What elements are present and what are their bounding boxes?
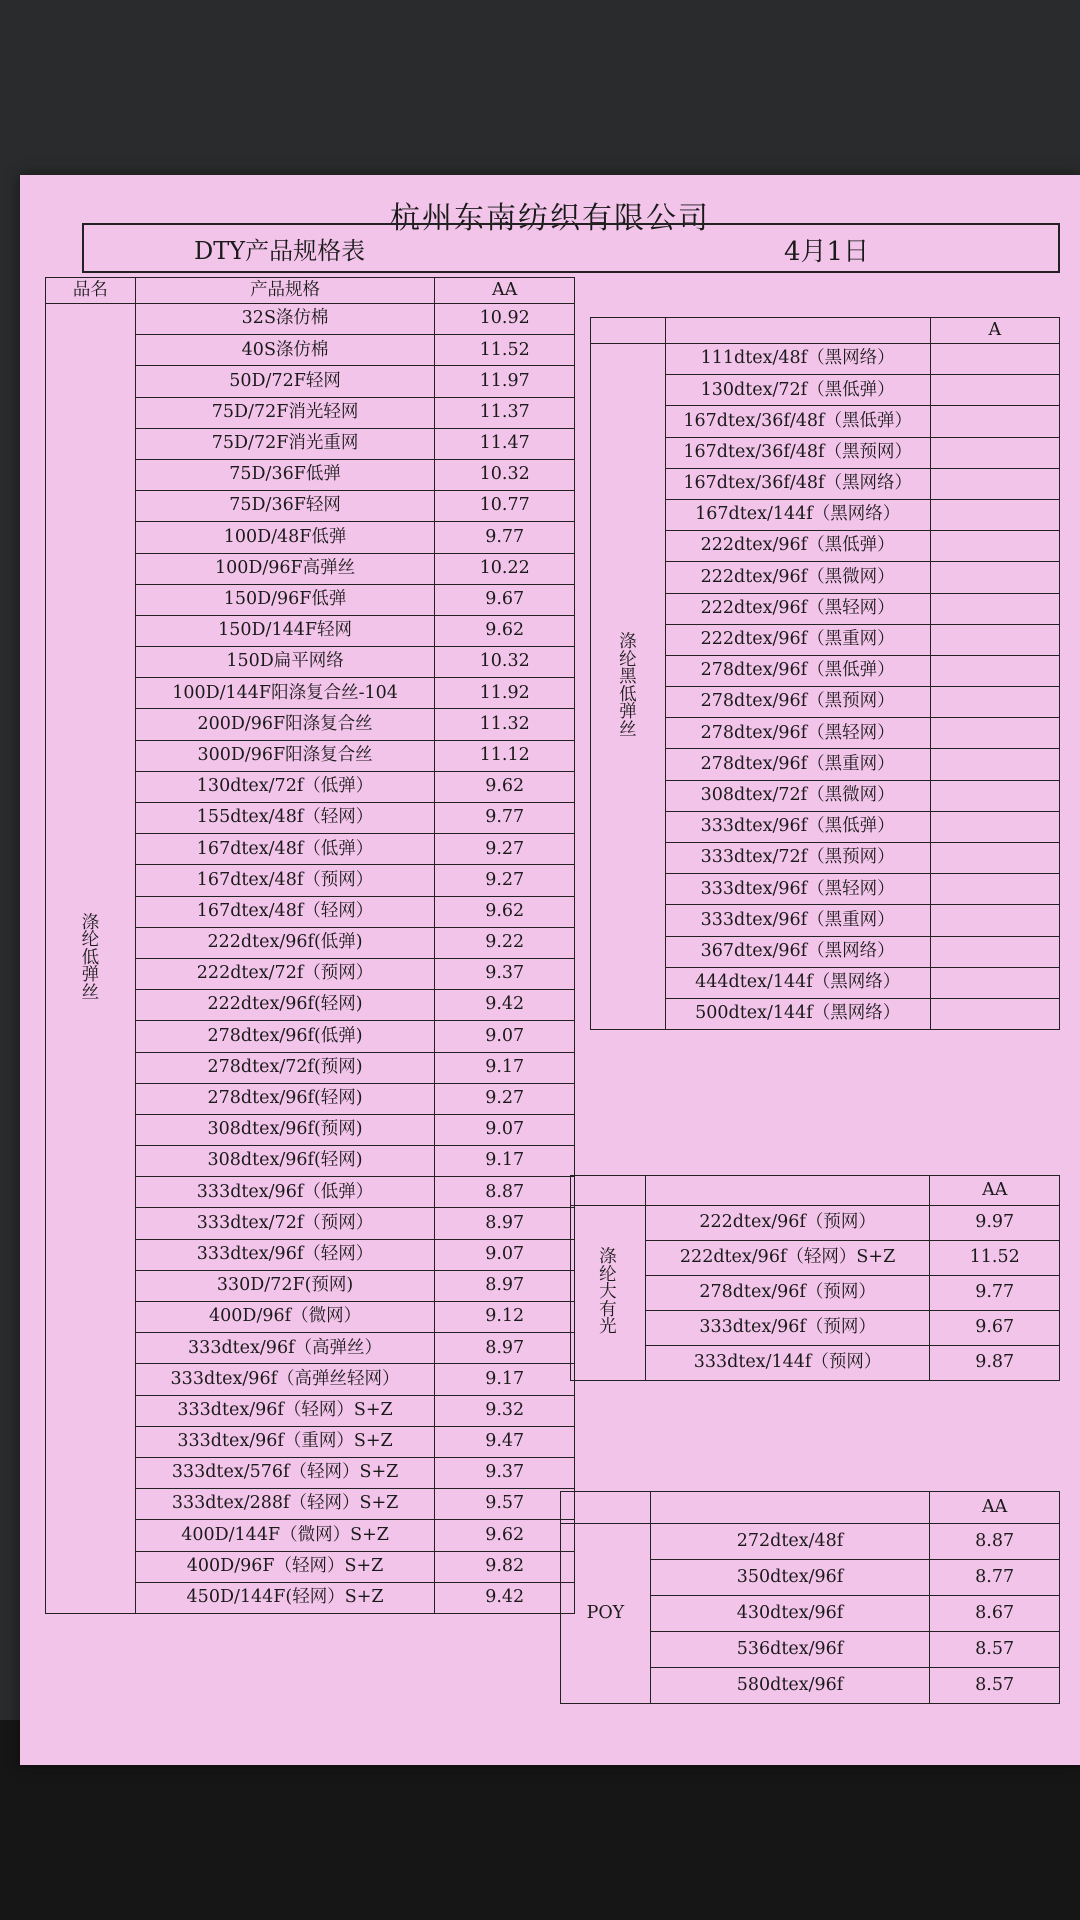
- spec-cell: 400D/144F（微网）S+Z: [135, 1520, 435, 1551]
- price-cell: 8.87: [930, 1524, 1060, 1560]
- price-cell: 10.22: [435, 553, 575, 584]
- price-cell: 10.92: [435, 304, 575, 335]
- price-cell: 9.27: [435, 1083, 575, 1114]
- col-header-name: 品名: [46, 278, 136, 304]
- spec-cell: 222dtex/96f（黑低弹）: [665, 531, 930, 562]
- spec-cell: 308dtex/96f(轻网): [135, 1146, 435, 1177]
- price-cell-empty: [930, 499, 1059, 530]
- price-cell: 11.32: [435, 709, 575, 740]
- price-cell: 8.57: [930, 1668, 1060, 1704]
- price-cell: 9.07: [435, 1021, 575, 1052]
- price-cell: 8.97: [435, 1270, 575, 1301]
- spec-cell: 100D/48F低弹: [135, 522, 435, 553]
- price-cell-empty: [930, 843, 1059, 874]
- price-cell: 9.77: [435, 803, 575, 834]
- price-cell: 9.37: [435, 1457, 575, 1488]
- black-yarn-table: [590, 317, 1060, 1030]
- sheet-date: 4月1日: [784, 237, 870, 267]
- price-cell-empty: [930, 375, 1059, 406]
- spec-cell: 450D/144F(轻网）S+Z: [135, 1582, 435, 1613]
- price-cell-empty: [930, 811, 1059, 842]
- price-cell-empty: [930, 874, 1059, 905]
- price-cell: 8.87: [435, 1177, 575, 1208]
- price-cell-empty: [930, 655, 1059, 686]
- table-row: [571, 1206, 1060, 1241]
- black-table-corner: [591, 318, 666, 344]
- spec-cell: 167dtex/36f/48f（黑低弹）: [665, 406, 930, 437]
- price-cell: 9.07: [435, 1114, 575, 1145]
- price-cell: 11.52: [930, 1241, 1060, 1276]
- price-cell: 11.47: [435, 428, 575, 459]
- spec-cell: 50D/72F轻网: [135, 366, 435, 397]
- spec-cell: 150D/144F轻网: [135, 615, 435, 646]
- spec-cell: 167dtex/48f（预网）: [135, 865, 435, 896]
- sheet-header: [82, 223, 1060, 273]
- spec-cell: 222dtex/96f（黑重网）: [665, 624, 930, 655]
- spec-cell: 278dtex/96f（黑预网）: [665, 687, 930, 718]
- price-cell: 9.87: [930, 1346, 1060, 1381]
- low-stretch-table: [45, 277, 575, 1614]
- spec-cell: 40S涤仿棉: [135, 335, 435, 366]
- price-cell-empty: [930, 998, 1059, 1029]
- spec-cell: 444dtex/144f（黑网络）: [665, 967, 930, 998]
- table-row: [591, 344, 1060, 375]
- price-cell: 9.62: [435, 771, 575, 802]
- price-cell: 9.57: [435, 1489, 575, 1520]
- spec-cell: 333dtex/96f（黑轻网）: [665, 874, 930, 905]
- price-cell: 11.12: [435, 740, 575, 771]
- price-cell: 9.62: [435, 896, 575, 927]
- bright-table-spec-header: [645, 1176, 930, 1206]
- spec-cell: 400D/96f（微网）: [135, 1302, 435, 1333]
- spec-cell: 222dtex/96f（轻网）S+Z: [645, 1241, 930, 1276]
- price-cell: 11.37: [435, 397, 575, 428]
- spec-cell: 400D/96F（轻网）S+Z: [135, 1551, 435, 1582]
- price-cell-empty: [930, 749, 1059, 780]
- spec-cell: 278dtex/96f(轻网): [135, 1083, 435, 1114]
- price-cell-empty: [930, 718, 1059, 749]
- spec-cell: 75D/36F低弹: [135, 459, 435, 490]
- spec-cell: 333dtex/144f（预网）: [645, 1346, 930, 1381]
- poy-table-corner: [561, 1492, 651, 1524]
- spec-cell: 100D/144F阳涤复合丝-104: [135, 678, 435, 709]
- price-cell-empty: [930, 468, 1059, 499]
- price-cell: 8.67: [930, 1596, 1060, 1632]
- price-cell: 9.22: [435, 927, 575, 958]
- spec-cell: 278dtex/96f（黑轻网）: [665, 718, 930, 749]
- category-label: [561, 1524, 651, 1704]
- black-table-grade: A: [930, 318, 1059, 344]
- price-cell: 9.32: [435, 1395, 575, 1426]
- price-cell: 9.67: [435, 584, 575, 615]
- poy-table: [560, 1491, 1060, 1704]
- spec-cell: 300D/96F阳涤复合丝: [135, 740, 435, 771]
- poy-table-grade: AA: [930, 1492, 1060, 1524]
- spec-cell: 130dtex/72f（黑低弹）: [665, 375, 930, 406]
- category-label: [591, 344, 666, 1030]
- category-text: 涤纶大有光: [599, 1247, 617, 1338]
- spec-cell: 580dtex/96f: [650, 1668, 929, 1704]
- spec-cell: 367dtex/96f（黑网络）: [665, 936, 930, 967]
- spec-cell: 333dtex/96f（黑低弹）: [665, 811, 930, 842]
- spec-cell: 308dtex/96f(预网): [135, 1114, 435, 1145]
- spec-cell: 278dtex/72f(预网): [135, 1052, 435, 1083]
- spec-cell: 278dtex/96f（预网）: [645, 1276, 930, 1311]
- spec-cell: 333dtex/96f（低弹）: [135, 1177, 435, 1208]
- spec-cell: 333dtex/96f（预网）: [645, 1311, 930, 1346]
- price-cell-empty: [930, 967, 1059, 998]
- spec-cell: 150D扁平网络: [135, 647, 435, 678]
- spec-cell: 278dtex/96f（黑重网）: [665, 749, 930, 780]
- category-text: 涤纶黑低弹丝: [619, 632, 637, 740]
- price-cell: 8.57: [930, 1632, 1060, 1668]
- spec-cell: 222dtex/72f（预网）: [135, 958, 435, 989]
- price-cell: 10.32: [435, 459, 575, 490]
- price-cell: 9.77: [930, 1276, 1060, 1311]
- category-label: [46, 304, 136, 1614]
- price-cell: 9.97: [930, 1206, 1060, 1241]
- spec-cell: 222dtex/96f(轻网): [135, 990, 435, 1021]
- spec-cell: 333dtex/96f（轻网）: [135, 1239, 435, 1270]
- price-cell: 11.52: [435, 335, 575, 366]
- spec-cell: 155dtex/48f（轻网）: [135, 803, 435, 834]
- col-header-spec: 产品规格: [135, 278, 435, 304]
- price-cell: 10.32: [435, 647, 575, 678]
- price-cell: 9.47: [435, 1426, 575, 1457]
- price-cell: 9.82: [435, 1551, 575, 1582]
- spec-cell: 32S涤仿棉: [135, 304, 435, 335]
- price-cell: 8.97: [435, 1333, 575, 1364]
- spec-cell: 167dtex/48f（轻网）: [135, 896, 435, 927]
- spec-cell: 333dtex/72f（预网）: [135, 1208, 435, 1239]
- full-bright-table: [570, 1175, 1060, 1381]
- price-cell-empty: [930, 936, 1059, 967]
- spec-cell: 333dtex/96f（轻网）S+Z: [135, 1395, 435, 1426]
- price-cell: 9.12: [435, 1302, 575, 1333]
- spec-cell: 75D/36F轻网: [135, 491, 435, 522]
- price-cell: 9.67: [930, 1311, 1060, 1346]
- spec-cell: 333dtex/288f（轻网）S+Z: [135, 1489, 435, 1520]
- spec-cell: 430dtex/96f: [650, 1596, 929, 1632]
- price-cell-empty: [930, 344, 1059, 375]
- spec-cell: 333dtex/72f（黑预网）: [665, 843, 930, 874]
- black-table-spec-header: [665, 318, 930, 344]
- spec-cell: 167dtex/36f/48f（黑网络）: [665, 468, 930, 499]
- spec-cell: 75D/72F消光重网: [135, 428, 435, 459]
- sheet-title: DTY产品规格表: [194, 237, 366, 265]
- bright-table-grade: AA: [930, 1176, 1060, 1206]
- spec-cell: 350dtex/96f: [650, 1560, 929, 1596]
- price-cell: 9.42: [435, 1582, 575, 1613]
- price-sheet: [20, 175, 1080, 1765]
- table-row: [46, 304, 575, 335]
- price-cell-empty: [930, 687, 1059, 718]
- spec-cell: 167dtex/36f/48f（黑预网）: [665, 437, 930, 468]
- spec-cell: 167dtex/48f（低弹）: [135, 834, 435, 865]
- col-header-grade: AA: [435, 278, 575, 304]
- price-cell: 9.77: [435, 522, 575, 553]
- price-cell-empty: [930, 593, 1059, 624]
- spec-cell: 278dtex/96f（黑低弹）: [665, 655, 930, 686]
- spec-cell: 333dtex/96f（黑重网）: [665, 905, 930, 936]
- spec-cell: 75D/72F消光轻网: [135, 397, 435, 428]
- price-cell: 9.17: [435, 1052, 575, 1083]
- spec-cell: 333dtex/96f（高弹丝轻网）: [135, 1364, 435, 1395]
- category-text: 涤纶低弹丝: [81, 912, 100, 1003]
- price-cell-empty: [930, 624, 1059, 655]
- spec-cell: 333dtex/96f（重网）S+Z: [135, 1426, 435, 1457]
- price-cell: 10.77: [435, 491, 575, 522]
- spec-cell: 222dtex/96f(低弹): [135, 927, 435, 958]
- price-cell-empty: [930, 437, 1059, 468]
- price-cell: 9.27: [435, 834, 575, 865]
- bright-table-corner: [571, 1176, 646, 1206]
- price-cell: 9.27: [435, 865, 575, 896]
- spec-cell: 308dtex/72f（黑微网）: [665, 780, 930, 811]
- price-cell-empty: [930, 562, 1059, 593]
- price-cell-empty: [930, 780, 1059, 811]
- spec-cell: 100D/96F高弹丝: [135, 553, 435, 584]
- spec-cell: 167dtex/144f（黑网络）: [665, 499, 930, 530]
- spec-cell: 150D/96F低弹: [135, 584, 435, 615]
- spec-cell: 272dtex/48f: [650, 1524, 929, 1560]
- spec-cell: 278dtex/96f(低弹): [135, 1021, 435, 1052]
- poy-table-spec-header: [650, 1492, 929, 1524]
- price-cell: 9.62: [435, 615, 575, 646]
- spec-cell: 500dtex/144f（黑网络）: [665, 998, 930, 1029]
- price-cell: 8.77: [930, 1560, 1060, 1596]
- spec-cell: 130dtex/72f（低弹）: [135, 771, 435, 802]
- price-cell: 9.37: [435, 958, 575, 989]
- price-cell: 11.97: [435, 366, 575, 397]
- price-cell: 9.17: [435, 1364, 575, 1395]
- category-text: POY: [586, 1602, 625, 1623]
- spec-cell: 333dtex/96f（高弹丝）: [135, 1333, 435, 1364]
- table-row: [561, 1524, 1060, 1560]
- price-cell-empty: [930, 905, 1059, 936]
- category-label: [571, 1206, 646, 1381]
- price-cell: 9.62: [435, 1520, 575, 1551]
- price-cell: 11.92: [435, 678, 575, 709]
- price-cell: 9.07: [435, 1239, 575, 1270]
- price-cell: 9.17: [435, 1146, 575, 1177]
- spec-cell: 111dtex/48f（黑网络）: [665, 344, 930, 375]
- spec-cell: 200D/96F阳涤复合丝: [135, 709, 435, 740]
- company-name: 杭州东南纺织有限公司: [390, 201, 710, 236]
- spec-cell: 222dtex/96f（预网）: [645, 1206, 930, 1241]
- price-cell-empty: [930, 406, 1059, 437]
- spec-cell: 222dtex/96f（黑轻网）: [665, 593, 930, 624]
- price-cell-empty: [930, 531, 1059, 562]
- spec-cell: 333dtex/576f（轻网）S+Z: [135, 1457, 435, 1488]
- spec-cell: 536dtex/96f: [650, 1632, 929, 1668]
- spec-cell: 330D/72F(预网): [135, 1270, 435, 1301]
- spec-cell: 222dtex/96f（黑微网）: [665, 562, 930, 593]
- price-cell: 9.42: [435, 990, 575, 1021]
- price-cell: 8.97: [435, 1208, 575, 1239]
